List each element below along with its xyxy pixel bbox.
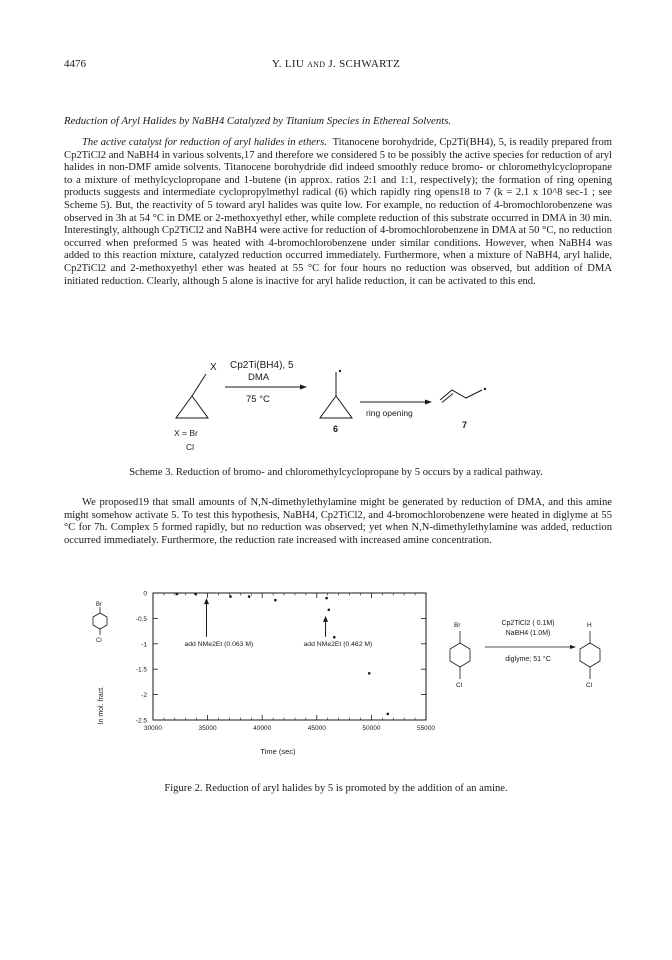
radical-dot xyxy=(339,370,341,372)
data-point xyxy=(176,593,179,596)
butenyl-radical-structure xyxy=(440,390,482,403)
x-tick-label: 40000 xyxy=(253,725,272,732)
y-axis-label: ln mol. fract. xyxy=(98,685,105,725)
y-tick-label: 0 xyxy=(143,590,147,598)
figure-2-chart xyxy=(60,575,620,760)
reaction-temperature: 75 °C xyxy=(246,394,270,405)
reagent-solvent: DMA xyxy=(248,372,270,383)
y-axis-aryl-halide-structure xyxy=(93,607,107,635)
y-tick-label: -2.5 xyxy=(135,717,147,725)
annotation-arrow-head xyxy=(323,616,328,622)
data-point xyxy=(333,636,336,639)
reagent-top: Cp2Ti(BH4), 5 xyxy=(230,360,294,371)
data-point xyxy=(325,597,328,600)
product-top-sub: H xyxy=(587,622,592,629)
y-tick-label: -1.5 xyxy=(135,666,147,674)
product-bottom-sub: Cl xyxy=(586,682,593,689)
halomethylcyclopropane-structure xyxy=(176,374,208,418)
annotation-label: add NMe2Et (0.462 M) xyxy=(303,640,373,648)
plot-axes xyxy=(153,593,426,720)
data-point xyxy=(328,608,331,611)
plot-ticks xyxy=(136,591,436,733)
scheme-caption: Scheme 3. Reduction of bromo- and chloromethylcyclopropane by 5 occurs by a radical pathway. xyxy=(129,467,543,478)
x-alternative: Cl xyxy=(186,442,195,452)
arrow-2-head xyxy=(425,400,432,405)
scheme-arrow-head xyxy=(570,645,576,649)
y-structure-bottom-label: Cl xyxy=(96,638,102,644)
x-tick-label: 50000 xyxy=(362,725,381,732)
x-tick-label: 45000 xyxy=(307,725,326,732)
arrow-1-head xyxy=(300,385,307,390)
reactant-bottom-sub: Cl xyxy=(456,682,463,689)
data-point xyxy=(368,672,371,675)
page-number: 4476 xyxy=(64,58,86,70)
paragraph-1-body: Titanocene borohydride, Cp2Ti(BH4), 5, is readily prepared from Cp2TiCl2 and NaBH4 in various solvents,17 and therefore we considered 5 to be possibly the active species for reduction of aryl halides in non-DMF amide solvents. Titanocene borohydride did indeed smoothly reduce bromo- or chloromethylcyclopropane to a mixture of methylcyclopropane and 1-butene (in approx. ratios 2:1 and 1:1, respectively); the formation of ring opening products suggests and intermediate cyclopropylmethyl radical (6) which rapidly ring opens18 to 7 (k = 2.1 x 10^8 sec-1 ; see Scheme 5). But, the reactivity of 5 toward aryl halides was quite low. For example, no reduction of 4-bromochlorobenzene was observed in 3h at 54 °C in DME or 2-methoxyethyl ether, while complete reduction of this substrate occurred in DMA in 30 min. Interestingly, although Cp2TiCl2 and NaBH4 were active for reduction of 4-bromochlorobenzene in DMA at 50 °C, no reduction occurred when preformed 5 was heated with 4-bromochlorobenzene under similar conditions. However, when NaBH4 was added to this reaction mixture, catalyzed reduction occurred immediately. Furthermore, when a mixture of NaBH4, aryl halide, Cp2TiCl2 and 2-methoxyethyl ether was heated at 55 °C for four hours no reduction was observed, but addition of DMA initiated reduction. Clearly, although 5 alone is inactive for aryl halide reduction, it can be activated to this end. xyxy=(64,137,612,287)
data-point xyxy=(194,593,197,596)
cyclopropylmethyl-radical-structure xyxy=(320,372,352,418)
paragraph-1 xyxy=(64,137,612,288)
data-points xyxy=(176,593,389,715)
annotation-arrow-head xyxy=(204,598,209,604)
paragraph-1-lead: The active catalyst for reduction of aryl halides in ethers. xyxy=(82,137,327,148)
running-title: Y. LIU and J. SCHWARTZ xyxy=(271,58,401,70)
x-tick-label: 35000 xyxy=(198,725,217,732)
x-tick-label: 30000 xyxy=(143,725,163,732)
intermediate-label-6: 6 xyxy=(333,424,339,434)
scheme-3-diagram xyxy=(170,340,500,440)
figure-caption: Figure 2. Reduction of aryl halides by 5 is promoted by the addition of an amine. xyxy=(164,783,508,794)
plot-frame xyxy=(153,593,426,720)
section-title: Reduction of Aryl Halides by NaBH4 Catalyzed by Titanium Species in Ethereal Solvents. xyxy=(64,115,452,127)
y-tick-label: -1 xyxy=(141,641,147,649)
data-point xyxy=(274,599,277,602)
conditions-top-2: NaBH4 (1.0M) xyxy=(505,630,551,637)
y-tick-label: -2 xyxy=(141,692,147,700)
conditions-top-1: Cp2TiCl2 ( 0.1M) xyxy=(501,620,555,627)
y-structure-top-label: Br xyxy=(96,602,102,608)
annotation-label: add NMe2Et (0.063 M) xyxy=(184,640,254,648)
data-point xyxy=(248,595,251,598)
data-point xyxy=(386,713,389,716)
x-axis-label: Time (sec) xyxy=(260,747,296,756)
reactant-ring-structure xyxy=(450,631,470,679)
annotations xyxy=(185,598,373,648)
data-point xyxy=(229,595,232,598)
conditions-bottom: diglyme; 51 °C xyxy=(505,656,551,663)
x-definition: X = Br xyxy=(174,428,198,438)
paragraph-2 xyxy=(64,497,612,547)
x-tick-label: 55000 xyxy=(416,725,436,732)
y-tick-label: -0.5 xyxy=(135,615,147,623)
ring-opening-label: ring opening xyxy=(366,408,413,418)
substituent-x: X xyxy=(210,362,217,373)
product-ring-structure xyxy=(580,631,600,679)
product-radical-dot xyxy=(484,388,486,390)
paragraph-2-body: We proposed19 that small amounts of N,N-dimethylethylamine might be generated by reduction of DMA, and this amine might somehow activate 5. To test this hypothesis, NaBH4, Cp2TiCl2, and 4-bromochlorobenzene were heated in diglyme at 55 °C for 7h. Complex 5 formed rapidly, but no reduction was observed; yet when N,N-dimethylethylamine was added, reduction occurred immediately. Furthermore, the reduction rate increased with increased amine concentration. xyxy=(64,497,612,546)
reactant-top-sub: Br xyxy=(454,622,461,629)
product-label-7: 7 xyxy=(462,420,468,430)
